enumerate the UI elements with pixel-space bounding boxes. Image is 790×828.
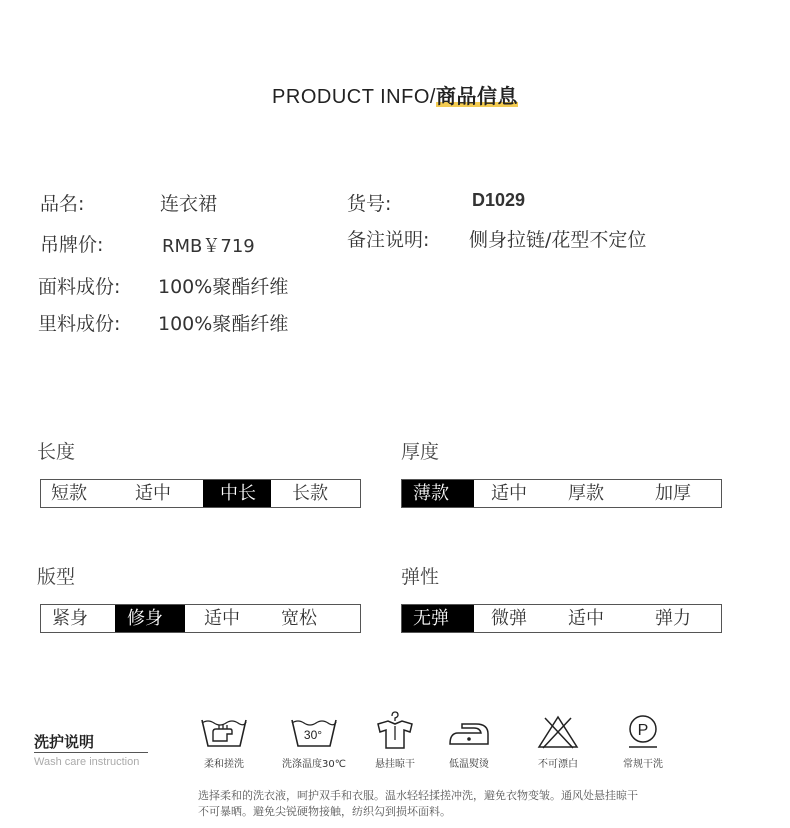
care-note-line-2: 不可暴晒。避免尖锐硬物接触，纺织勾到损坏面料。 bbox=[198, 805, 451, 818]
thickness-option: 薄款 bbox=[402, 480, 474, 507]
title-chinese: 商品信息 bbox=[435, 84, 518, 108]
care-subtitle: Wash care instruction bbox=[34, 756, 140, 768]
length-option: 长款 bbox=[292, 483, 328, 504]
fit-option: 紧身 bbox=[52, 608, 88, 629]
wash-temperature-label: 洗涤温度30℃ bbox=[282, 759, 346, 770]
thickness-option: 厚款 bbox=[568, 483, 604, 504]
length-option: 中长 bbox=[203, 480, 271, 507]
wash-temperature-icon bbox=[289, 714, 339, 750]
no-bleach-icon bbox=[533, 714, 583, 750]
elasticity-option: 弹力 bbox=[655, 608, 691, 629]
name-value: 连衣裙 bbox=[160, 193, 218, 215]
elasticity-scale bbox=[401, 604, 722, 633]
fit-scale bbox=[40, 604, 361, 633]
lining-label: 里料成份: bbox=[38, 313, 121, 335]
no-bleach-label: 不可漂白 bbox=[538, 759, 578, 770]
fit-title: 版型 bbox=[37, 566, 76, 588]
hand-wash-label: 柔和搓洗 bbox=[204, 759, 244, 770]
dry-clean-letter: P bbox=[637, 722, 649, 739]
lining-value: 100%聚酯纤维 bbox=[158, 313, 289, 335]
hand-wash-icon bbox=[199, 714, 249, 750]
elasticity-title: 弹性 bbox=[401, 566, 440, 588]
care-divider bbox=[34, 752, 148, 753]
elasticity-option: 微弹 bbox=[491, 608, 527, 629]
dry-clean-icon bbox=[618, 714, 668, 750]
thickness-option: 适中 bbox=[491, 483, 527, 504]
wash-temperature-value: 30° bbox=[303, 728, 323, 742]
hang-dry-icon bbox=[370, 710, 420, 746]
fabric-value: 100%聚酯纤维 bbox=[158, 276, 289, 298]
low-iron-label: 低温熨烫 bbox=[449, 759, 489, 770]
length-title: 长度 bbox=[37, 441, 76, 463]
thickness-title: 厚度 bbox=[401, 441, 440, 463]
name-label: 品名: bbox=[40, 193, 85, 215]
elasticity-option: 无弹 bbox=[402, 605, 474, 632]
low-iron-icon bbox=[444, 714, 494, 750]
fit-option: 修身 bbox=[115, 605, 185, 632]
fit-option: 适中 bbox=[204, 608, 240, 629]
price-label: 吊牌价: bbox=[40, 234, 104, 256]
length-scale bbox=[40, 479, 361, 508]
code-label: 货号: bbox=[347, 193, 392, 215]
title-english: PRODUCT INFO/ bbox=[272, 86, 436, 108]
care-note-line-1: 选择柔和的洗衣液，呵护双手和衣服。温水轻轻揉搓冲洗，避免衣物变皱。通风处悬挂晾干 bbox=[198, 789, 638, 802]
length-option: 适中 bbox=[135, 483, 171, 504]
care-title: 洗护说明 bbox=[34, 733, 95, 751]
length-option: 短款 bbox=[51, 483, 87, 504]
note-value: 侧身拉链/花型不定位 bbox=[469, 229, 647, 251]
thickness-option: 加厚 bbox=[655, 483, 691, 504]
price-value: RMB￥719 bbox=[162, 236, 255, 257]
note-label: 备注说明: bbox=[347, 229, 430, 251]
elasticity-option: 适中 bbox=[568, 608, 604, 629]
hang-dry-label: 悬挂晾干 bbox=[375, 759, 415, 770]
page-title bbox=[0, 80, 790, 109]
fabric-label: 面料成份: bbox=[38, 276, 121, 298]
dry-clean-label: 常规干洗 bbox=[623, 759, 663, 770]
thickness-scale bbox=[401, 479, 722, 508]
fit-option: 宽松 bbox=[281, 608, 317, 629]
code-value: D1029 bbox=[472, 190, 526, 210]
